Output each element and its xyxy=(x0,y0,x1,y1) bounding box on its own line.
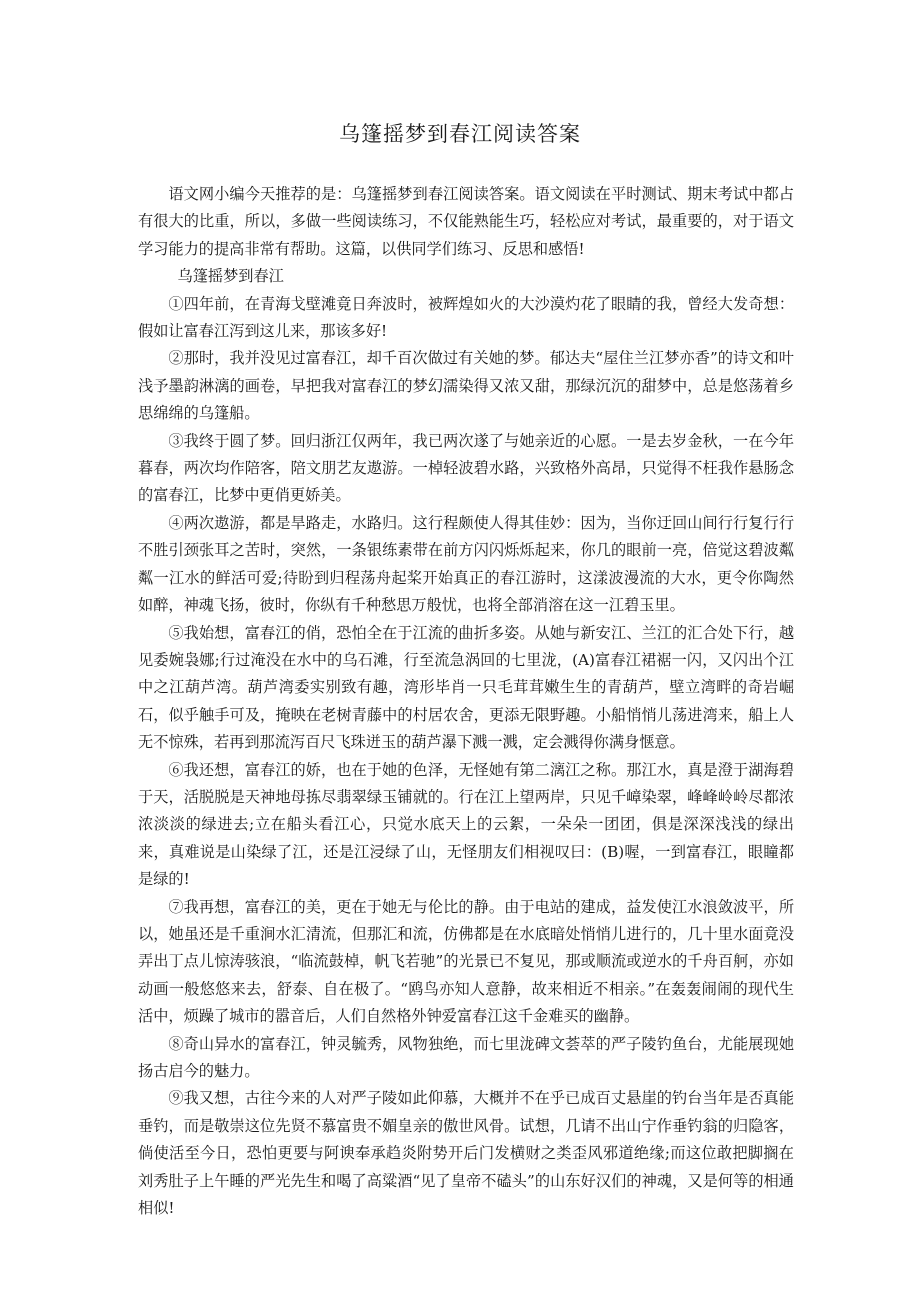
paragraph-7: ⑦我再想，富春江的美，更在于她无与伦比的静。由于电站的建成，益发使江水浪敛波平，所以，她虽还是千重涧水汇清流，但那汇和流，仿佛都是在水底暗处悄悄儿进行的，几十里水面竟没弄出丁点儿惊涛骇浪，“临流鼓棹，帆飞若驰”的光景已不复见，那或顺流或逆水的千舟百舸，亦如动画一般悠悠来去，舒泰、自在极了。“鸥鸟亦知人意静，故来相近不相亲。”在轰轰闹闹的现代生活中，烦躁了城市的嚣音后，人们自然格外钟爱富春江这千金难买的幽静。 xyxy=(138,897,794,1026)
article-body xyxy=(138,181,794,1222)
paragraph-4: ④两次遨游，都是旱路走，水路归。这行程颇使人得其佳妙：因为，当你迂回山间行行复行行不胜引颈张耳之苦时，突然，一条银练素带在前方闪闪烁烁起来，你几的眼前一亮，倍觉这碧波粼粼一江水的鲜活可爱;待盼到归程荡舟起桨开始真正的春江游时，这漾波漫流的大水，更令你陶然如醉，神魂飞扬，彼时，你纵有千种愁思万般忧，也将全部消溶在这一江碧玉里。 xyxy=(138,513,794,615)
document-title: 乌篷摇梦到春江阅读答案 xyxy=(339,122,581,146)
article-subtitle: 乌篷摇梦到春江 xyxy=(177,267,284,286)
paragraph-1: ①四年前，在青海戈壁滩竟日奔波时，被辉煌如火的大沙漠灼花了眼睛的我，曾经大发奇想：假如让富春江泻到这儿来，那该多好! xyxy=(138,294,794,341)
paragraph-9: ⑨我又想，古往今来的人对严子陵如此仰慕，大概并不在乎已成百丈悬崖的钓台当年是否真能垂钓，而是敬崇这位先贤不慕富贵不媚皇亲的傲世风骨。试想，几请不出山宁作垂钓翁的归隐客，倘使活至今日，恐怕更要与阿谀奉承趋炎附势开后门发横财之类歪风邪道绝缘;而这位敢把脚搁在刘秀肚子上午睡的严光先生和喝了高粱酒“见了皇帝不磕头”的山东好汉们的神魂，又是何等的相通相似! xyxy=(138,1089,794,1218)
paragraph-3: ③我终于圆了梦。回归浙江仅两年，我已两次遂了与她亲近的心愿。一是去岁金秋，一在今年暮春，两次均作陪客，陪文朋艺友遨游。一棹轻波碧水路，兴致格外高昂，只觉得不枉我作悬肠念的富春江，比梦中更俏更娇美。 xyxy=(138,431,794,505)
paragraph-5: ⑤我始想，富春江的俏，恐怕全在于江流的曲折多姿。从她与新安江、兰江的汇合处下行，越见委婉袅娜;行过淹没在水中的乌石滩，行至流急涡回的七里泷，(A)富春江裙裾一闪，又闪出个江中之江葫芦湾。葫芦湾委实别致有趣，湾形毕肖一只毛茸茸嫩生生的青葫芦，壁立湾畔的奇岩崛石，似乎触手可及，掩映在老树青藤中的村居农舍，更添无限野趣。小船悄悄儿荡进湾来，船上人无不惊殊，若再到那流泻百尺飞珠迸玉的葫芦瀑下溅一溅，定会溅得你满身惬意。 xyxy=(138,623,794,752)
paragraph-8: ⑧奇山异水的富春江，钟灵毓秀，风物独绝，而七里泷碑文荟萃的严子陵钓鱼台，尤能展现她扬古启今的魅力。 xyxy=(138,1034,794,1080)
paragraph-2: ②那时，我并没见过富春江，却千百次做过有关她的梦。郁达夫“屋住兰江梦亦香”的诗文和叶浅予墨韵淋漓的画卷，早把我对富春江的梦幻濡染得又浓又甜，那绿沉沉的甜梦中，总是悠荡着乡思绵绵的乌篷船。 xyxy=(138,349,794,423)
intro-paragraph: 语文网小编今天推荐的是：乌篷摇梦到春江阅读答案。语文阅读在平时测试、期末考试中都占有很大的比重，所以，多做一些阅读练习，不仅能熟能生巧，轻松应对考试，最重要的，对于语文学习能力的提高非常有帮助。这篇，以供同学们练习、反思和感悟! xyxy=(138,185,794,258)
paragraph-6: ⑥我还想，富春江的娇，也在于她的色泽，无怪她有第二漓江之称。那江水，真是澄于湖海碧于天，活脱脱是天神地母拣尽翡翠绿玉铺就的。行在江上望两岸，只见千嶂染翠，峰峰岭岭尽都浓浓淡淡的绿进去;立在船头看江心，只觉水底天上的云絮，一朵朵一团团，俱是深深浅浅的绿出来，真难说是山染绿了江，还是江浸绿了山，无怪朋友们相视叹曰：(B)喔，一到富春江，眼瞳都是绿的! xyxy=(138,760,794,889)
